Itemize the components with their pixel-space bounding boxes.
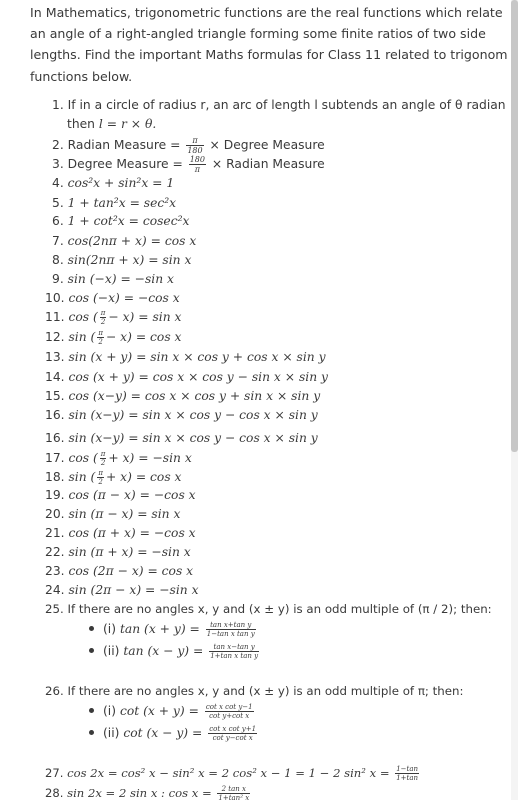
formula-16: 16. sin (x−y) = sin x × cos y − cos x × sin y — [45, 408, 318, 422]
formula-14: 14. cos (x + y) = cos x × cos y − sin x × sin y — [45, 370, 329, 384]
formula-5: 5. 1 + tan²x = sec²x — [52, 196, 177, 210]
formula-13: 13. sin (x + y) = sin x × cos y + cos x × sin y — [45, 350, 326, 364]
formula-19: 19. cos (π − x) = −cos x — [45, 488, 196, 502]
formula-26: 26. If there are no angles x, y and (x ± y) is an odd multiple of π; then: — [45, 684, 464, 698]
formula-25: 25. If there are no angles x, y and (x ± y) is an odd multiple of (π / 2); then: — [45, 602, 492, 616]
formula-1-cont: then l = r × θ. — [67, 117, 157, 131]
formula-23: 23. cos (2π − x) = cos x — [45, 564, 194, 578]
bullet-icon — [89, 730, 94, 735]
bullet-icon — [89, 626, 94, 631]
formula-10: 10. cos (−x) = −cos x — [45, 291, 180, 305]
formula-24: 24. sin (2π − x) = −sin x — [45, 583, 199, 597]
formula-8: 8. sin(2nπ + x) = sin x — [52, 253, 192, 267]
formula-2: 2. Radian Measure = $\frac{\pi}{180}$ × Degree Measure — [52, 136, 325, 155]
formula-6: 6. 1 + cot²x = cosec²x — [52, 214, 190, 228]
intro-line: functions below. — [30, 68, 133, 84]
formula-26-i: (i) cot (x + y) = $\frac{\text{cot x cot y−1}}{\text{cot y+cot x}}$ — [89, 703, 256, 720]
intro-line: lengths. Find the important Maths formulas for Class 11 related to trigonom — [30, 47, 508, 63]
fraction: $\frac{\pi}{180}$ — [187, 136, 203, 155]
bullet-icon — [89, 648, 94, 653]
formula-15: 15. cos (x−y) = cos x × cos y + sin x × sin y — [45, 389, 321, 403]
formula-16-repeat: 16. sin (x−y) = sin x × cos y − cos x × sin y — [45, 431, 318, 445]
formula-11: 11. cos ( $\frac{\pi}{2}$ − x) = sin x — [45, 309, 182, 326]
formula-25-ii: (ii) tan (x − y) = $\frac{\text{tan x−tan y}}{\text{1+tan x tan y}}$ — [89, 643, 261, 660]
formula-21: 21. cos (π + x) = −cos x — [45, 526, 196, 540]
formula-3: 3. Degree Measure = $\frac{180}{\pi}$ × Radian Measure — [52, 155, 325, 174]
intro-line: In Mathematics, trigonometric functions are the real functions which relate — [30, 5, 503, 20]
intro-line: an angle of a right-angled triangle forming some finite ratios of two side — [30, 26, 486, 42]
formula-20: 20. sin (π − x) = sin x — [45, 507, 181, 521]
formula-17: 17. cos ( $\frac{\pi}{2}$ + x) = −sin x — [45, 450, 192, 467]
formula-9: 9. sin (−x) = −sin x — [52, 272, 174, 286]
formula-27: 27. cos 2x = cos² x − sin² x = 2 cos² x − 1 = 1 − 2 sin² x = $\frac{1-\tan}{1+\tan}$ — [45, 765, 419, 782]
fraction: $\frac{180}{\pi}$ — [189, 155, 205, 174]
formula-25-i: (i) tan (x + y) = $\frac{\text{tan x+tan y}}{\text{1−tan x tan y}}$ — [89, 621, 258, 638]
intro-paragraph — [30, 2, 518, 87]
formula-18: 18. sin ( $\frac{\pi}{2}$ + x) = cos x — [45, 469, 182, 486]
formula-1: 1. If in a circle of radius r, an arc of length l subtends an angle of θ radian — [52, 98, 506, 112]
formula-28: 28. sin 2x = 2 sin x : cos x = $\frac{\text{2 tan x}}{\text{1+tan² x}}$ — [45, 785, 250, 802]
formula-22: 22. sin (π + x) = −sin x — [45, 545, 191, 559]
formula-26-ii: (ii) cot (x − y) = $\frac{\text{cot x cot y+1}}{\text{cot y−cot x}}$ — [89, 725, 259, 742]
formula-4: 4. cos²x + sin²x = 1 — [52, 176, 175, 190]
formula-7: 7. cos(2nπ + x) = cos x — [52, 234, 197, 248]
bullet-icon — [89, 708, 94, 713]
formula-12: 12. sin ( $\frac{\pi}{2}$ − x) = cos x — [45, 329, 182, 346]
